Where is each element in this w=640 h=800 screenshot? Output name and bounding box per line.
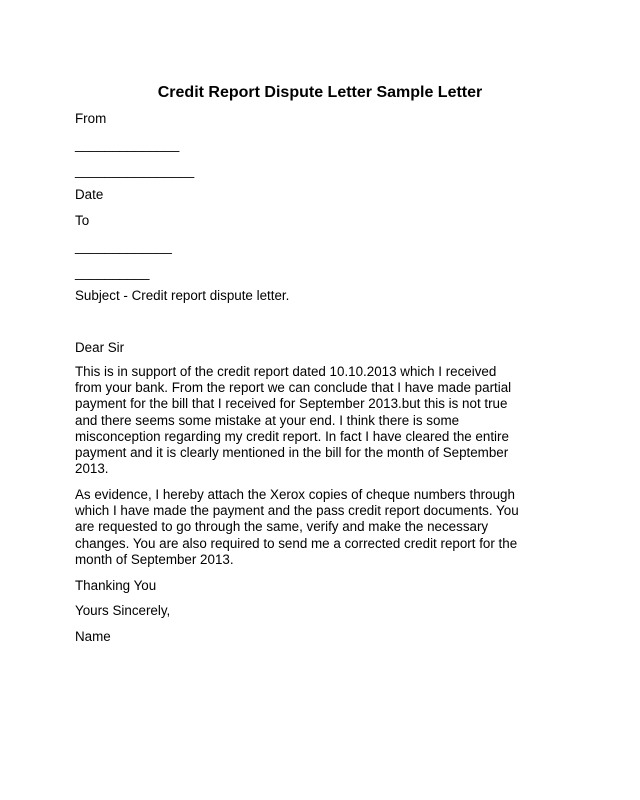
signature-name: Name (75, 629, 111, 644)
salutation: Dear Sir (75, 340, 125, 355)
document-title: Credit Report Dispute Letter Sample Letter (157, 84, 483, 101)
paragraph-2-line: which I have made the payment and the pass credit report documents. You (75, 503, 519, 519)
body-paragraph-2 (75, 487, 575, 568)
to-label: To (75, 213, 90, 228)
paragraph-1-line: misconception regarding my credit report. In fact I have cleared the entire (75, 428, 509, 444)
closing-line: Yours Sincerely, (75, 603, 171, 618)
subject-line: Subject - Credit report dispute letter. (75, 288, 290, 303)
date-label: Date (75, 187, 104, 202)
paragraph-1-line: 2013. (75, 461, 109, 477)
paragraph-1-line: from your bank. From the report we can conclude that I have made partial (75, 380, 512, 396)
from-label: From (75, 111, 107, 126)
paragraph-1-line: and there seems some mistake at your end. I think there is some (75, 412, 460, 428)
thanking-line: Thanking You (75, 578, 157, 593)
paragraph-1-line: payment and it is clearly mentioned in the bill for the month of September (75, 445, 509, 461)
paragraph-2-line: are requested to go through the same, verify and make the necessary (75, 519, 489, 535)
paragraph-1-line: This is in support of the credit report dated 10.10.2013 which I received (75, 364, 497, 379)
paragraph-2-line: As evidence, I hereby attach the Xerox copies of cheque numbers through (75, 487, 515, 502)
paragraph-2-line: changes. You are also required to send me a corrected credit report for the (75, 535, 518, 551)
body-paragraph-1 (75, 364, 575, 477)
paragraph-2-line: month of September 2013. (75, 551, 234, 567)
to-blank-line-1: _____________ (75, 239, 172, 254)
from-blank-line-1: ______________ (75, 137, 180, 152)
from-blank-line-2: ________________ (75, 163, 195, 178)
paragraph-1-line: payment for the bill that I received for September 2013.but this is not true (75, 396, 508, 412)
to-blank-line-2: __________ (75, 265, 150, 280)
